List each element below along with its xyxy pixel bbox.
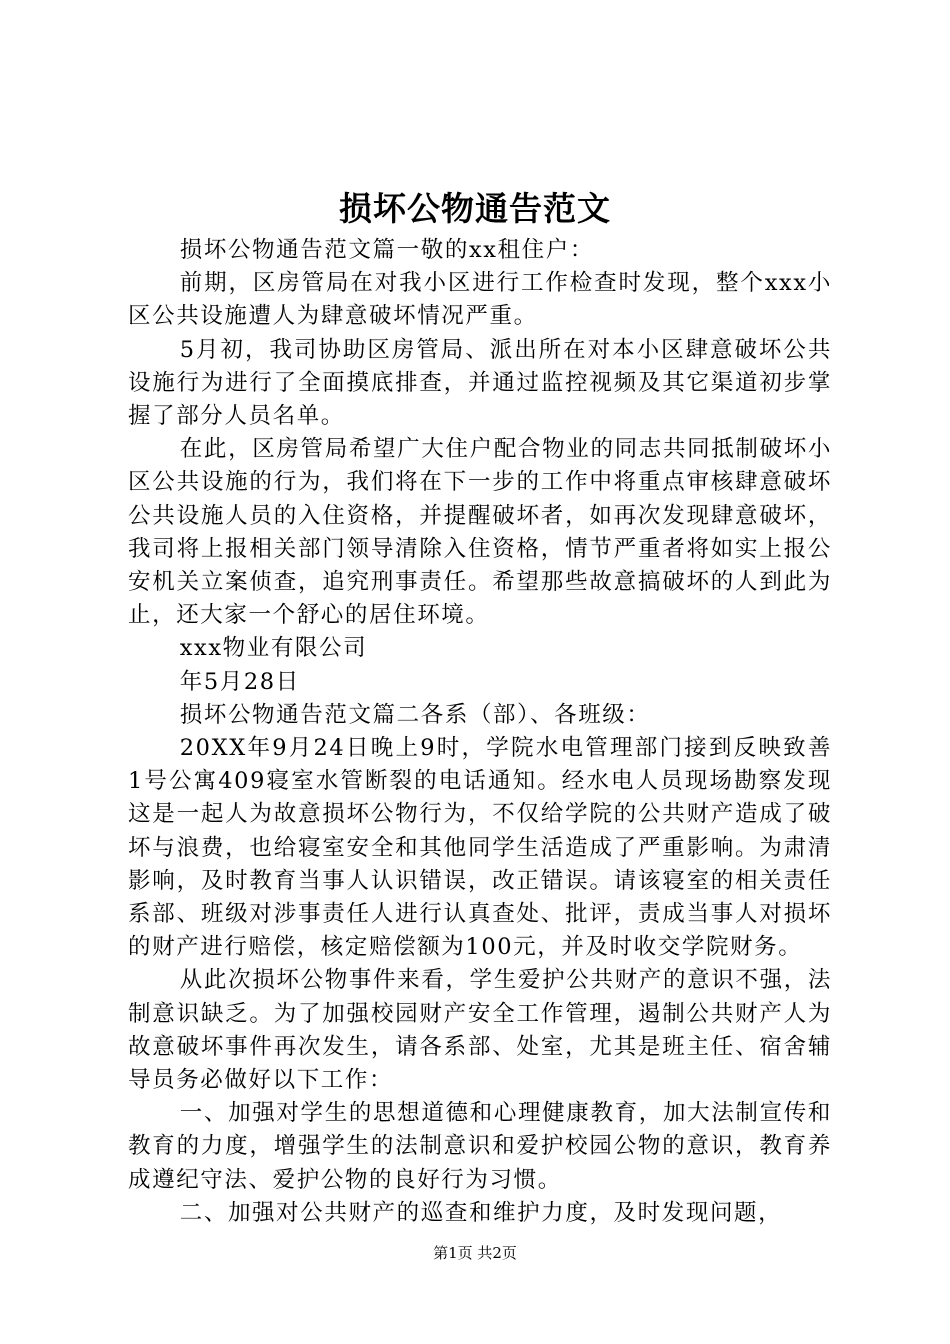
document-body [128, 234, 832, 1230]
paragraph: 一、加强对学生的思想道德和心理健康教育，加大法制宣传和教育的力度，增强学生的法制意识和爱护校园公物的意识，教育养成遵纪守法、爱护公物的良好行为习惯。 [128, 1100, 832, 1193]
paragraph-salutation-2: 损坏公物通告范文篇二各系（部）、各班级： [179, 701, 651, 728]
page-title: 损坏公物通告范文 [339, 189, 611, 228]
paragraph-salutation-1: 损坏公物通告范文篇一敬的xx租住户： [179, 237, 594, 263]
page-footer: 第1页 共2页 [433, 1244, 517, 1262]
paragraph: 二、加强对公共财产的巡查和维护力度，及时发现问题， [179, 1199, 783, 1226]
signature-date: 年5月28日 [179, 668, 300, 695]
paragraph: 在此，区房管局希望广大住户配合物业的同志共同抵制破坏小区公共设施的行为，我们将在下一步的工作中将重点审核肆意破坏公共设施人员的入住资格，并提醒破坏者，如再次发现肆意破坏，我司将上报相关部门领导清除入住资格，情节严重者将如实上报公安机关立案侦查，追究刑事责任。希望那些故意搞破坏的人到此为止，还大家一个舒心的居住环境。 [128, 436, 832, 629]
paragraph: 5月初，我司协助区房管局、派出所在对本小区肆意破坏公共设施行为进行了全面摸底排查，并通过监控视频及其它渠道初步掌握了部分人员名单。 [128, 336, 832, 430]
paragraph: 20XX年9月24日晚上9时，学院水电管理部门接到反映致善1号公寓409寝室水管断裂的电话通知。经水电人员现场勘察发现这是一起人为故意损坏公物行为，不仅给学院的公共财产造成了破坏与浪费，也给寝室安全和其他同学生活造成了严重影响。为肃清影响，及时教育当事人认识错误，改正错误。请该寝室的相关责任系部、班级对涉事责任人进行认真查处、批评，责成当事人对损坏的财产进行赔偿，核定赔偿额为100元，并及时收交学院财务。 [128, 735, 832, 961]
paragraph: 前期，区房管局在对我小区进行工作检查时发现，整个xxx小区公共设施遭人为肆意破坏情况严重。 [128, 270, 832, 330]
signature-company: xxx物业有限公司 [179, 635, 368, 662]
paragraph: 从此次损坏公物事件来看，学生爱护公共财产的意识不强，法制意识缺乏。为了加强校园财产安全工作管理，遏制公共财产人为故意破坏事件再次发生，请各系部、处室，尤其是班主任、宿舍辅导员务必做好以下工作： [128, 967, 832, 1094]
